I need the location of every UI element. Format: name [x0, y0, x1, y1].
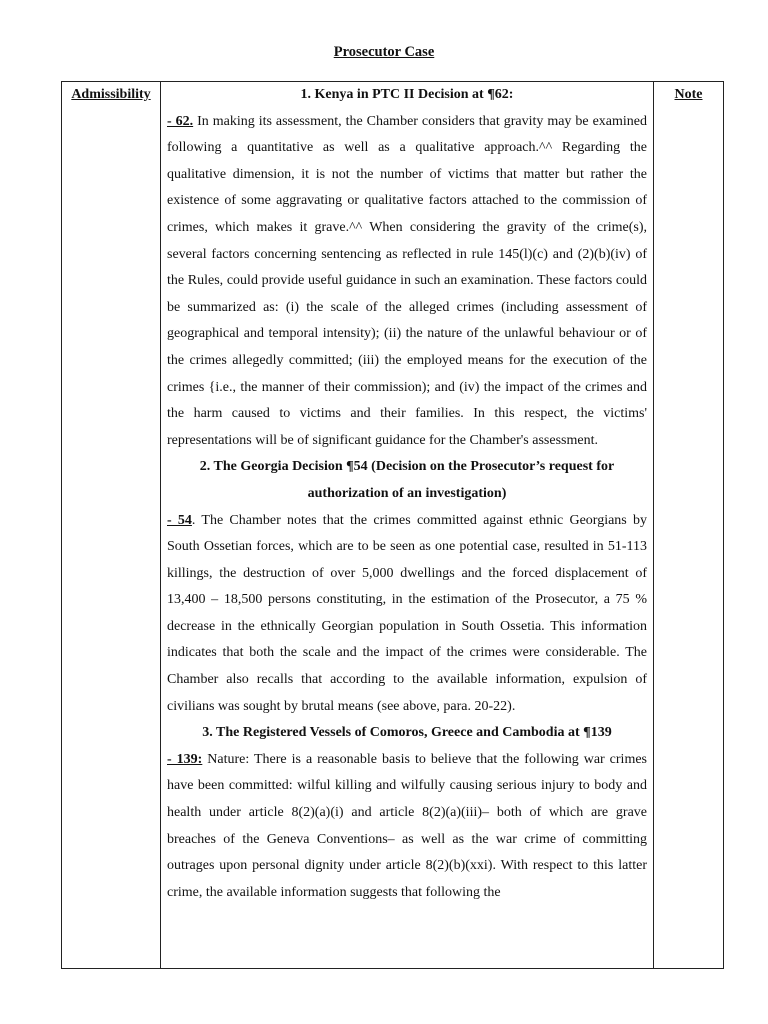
admissibility-header: Admissibility: [71, 87, 151, 102]
section-heading: 2. The Georgia Decision ¶54 (Decision on the Prosecutor’s request for authorization of an investigation): [199, 459, 615, 501]
paragraph-text: In making its assessment, the Chamber considers that gravity may be examined following a quantitative as well as a qualitative approach.^^ Regarding the qualitative dimension, it is not the number of victims that matter but rather the existence of some aggravating or qualitative factors attached to the commission of crimes, which makes it grave.^^ When considering the gravity of the crime(s), several factors concerning sentencing as reflected in rule 145(l)(c) and (2)(b)(iv) of the Rules, could provide useful guidance in such an examination. These factors could be summarized as: (i) the scale of the alleged crimes (including assessment of geographical and temporal intensity); (ii) the nature of the unlawful behaviour or of the crimes allegedly committed; (iii) the employed means for the execution of the crimes {i.e., the manner of their commission); and (iv) the impact of the crimes and the harm caused to victims and their families. In this respect, the victims' representations will be of significant guidance for the Chamber's assessment.: [167, 113, 648, 448]
content-cell: [161, 82, 653, 968]
admissibility-column: [62, 82, 161, 969]
paragraph-number: - 139:: [167, 751, 203, 767]
page-title: Prosecutor Case: [333, 44, 435, 60]
section-heading: 3. The Registered Vessels of Comoros, Greece and Cambodia at ¶139: [202, 725, 612, 741]
section-heading: 1. Kenya in PTC II Decision at ¶62:: [300, 87, 514, 102]
paragraph-text: . The Chamber notes that the crimes committed against ethnic Georgians by South Ossetian forces, which are to be seen as one potential case, resulted in 51-113 killings, the destruction of over 5,000 dwellings and the forced displacement of 13,400 – 18,500 persons constituting, in the estimation of the Prosecutor, a 75 % decrease in the ethnically Georgian population in South Ossetia. This information indicates that both the scale and the impact of the crimes were considerable. The Chamber also recalls that according to the available information, expulsion of civilians was sought by brutal means (see above, para. 20-22).: [167, 512, 647, 714]
note-header: Note: [674, 87, 703, 102]
section-paragraph: [167, 508, 647, 721]
paragraph-number: - 54: [167, 512, 192, 528]
section-paragraph: [167, 109, 647, 455]
note-column: [654, 82, 724, 969]
content-column: [161, 82, 654, 969]
case-table: [61, 81, 724, 969]
paragraph-text: Nature: There is a reasonable basis to believe that the following war crimes have been committed: wilful killing and wilfully causing serious injury to body and health under article 8(2)(a)(i) and article 8(2)(a)(iii)– both of which are grave breaches of the Geneva Conventions– as well as the war crime of committing outrages upon personal dignity under article 8(2)(b)(xxi). With respect to this latter crime, the available information suggests that following the: [167, 751, 647, 900]
paragraph-number: - 62.: [167, 113, 194, 129]
section-paragraph: [167, 747, 647, 907]
